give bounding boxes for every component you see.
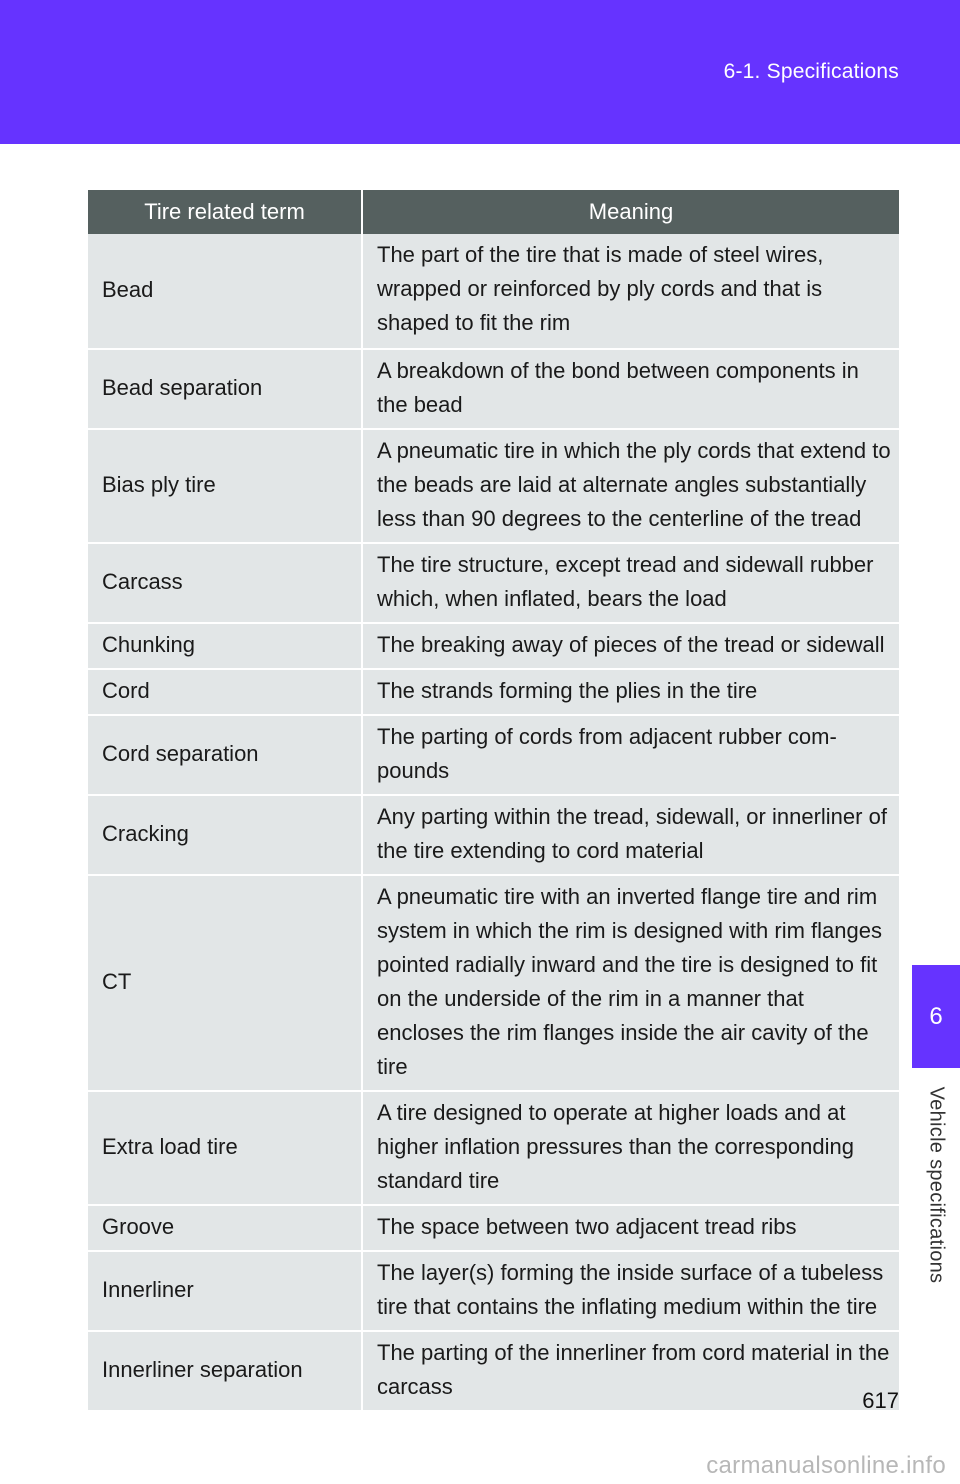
term-cell: Innerliner: [88, 1251, 362, 1331]
table-row: [88, 543, 899, 623]
table-row: [88, 349, 899, 429]
column-header-term: Tire related term: [88, 190, 362, 234]
header-bar: [0, 0, 960, 144]
term-cell: Bias ply tire: [88, 429, 362, 543]
meaning-cell: Any parting within the tread, sidewall, or innerliner of the tire extending to cord material: [362, 795, 899, 875]
watermark: carmanualsonline.info: [706, 1452, 946, 1479]
table-row: [88, 1331, 899, 1411]
column-header-meaning: Meaning: [362, 190, 899, 234]
table-row: [88, 1091, 899, 1205]
meaning-cell: The parting of the innerliner from cord material in the carcass: [362, 1331, 899, 1411]
term-cell: Innerliner separation: [88, 1331, 362, 1411]
meaning-cell: The tire structure, except tread and sidewall rubber which, when inflated, bears the load: [362, 543, 899, 623]
term-cell: Cracking: [88, 795, 362, 875]
meaning-cell: A pneumatic tire with an inverted flange tire and rim system in which the rim is designed with rim flanges pointed radially inward and the tire is designed to fit on the underside of the rim in a manner that encloses the rim flanges inside the air cavity of the tire: [362, 875, 899, 1091]
term-cell: Carcass: [88, 543, 362, 623]
meaning-cell: The layer(s) forming the inside surface of a tubeless tire that contains the inflating medium within the tire: [362, 1251, 899, 1331]
section-title: 6-1. Specifications: [723, 60, 899, 83]
term-cell: Cord: [88, 669, 362, 715]
tire-terms-table: [88, 190, 899, 1412]
table-row: [88, 623, 899, 669]
meaning-cell: The parting of cords from adjacent rubber com-pounds: [362, 715, 899, 795]
meaning-cell: A tire designed to operate at higher loads and at higher inflation pressures than the corresponding standard tire: [362, 1091, 899, 1205]
meaning-cell: The part of the tire that is made of steel wires, wrapped or reinforced by ply cords and that is shaped to fit the rim: [362, 234, 899, 349]
table-row: [88, 1251, 899, 1331]
meaning-cell: The space between two adjacent tread ribs: [362, 1205, 899, 1251]
meaning-cell: A pneumatic tire in which the ply cords that extend to the beads are laid at alternate angles substantially less than 90 degrees to the centerline of the tread: [362, 429, 899, 543]
table-row: [88, 234, 899, 349]
chapter-label: Vehicle specifications: [925, 1086, 948, 1284]
term-cell: Cord separation: [88, 715, 362, 795]
meaning-cell: A breakdown of the bond between components in the bead: [362, 349, 899, 429]
term-cell: CT: [88, 875, 362, 1091]
page-number: 617: [862, 1388, 899, 1413]
table-row: [88, 1205, 899, 1251]
term-cell: Bead separation: [88, 349, 362, 429]
table-row: [88, 669, 899, 715]
meaning-cell: The breaking away of pieces of the tread or sidewall: [362, 623, 899, 669]
table-row: [88, 875, 899, 1091]
term-cell: Bead: [88, 234, 362, 349]
meaning-cell: The strands forming the plies in the tire: [362, 669, 899, 715]
term-cell: Chunking: [88, 623, 362, 669]
table-row: [88, 715, 899, 795]
term-cell: Extra load tire: [88, 1091, 362, 1205]
table-row: [88, 795, 899, 875]
table-header-row: [88, 190, 899, 234]
chapter-tab: 6: [912, 965, 960, 1068]
term-cell: Groove: [88, 1205, 362, 1251]
table-row: [88, 429, 899, 543]
